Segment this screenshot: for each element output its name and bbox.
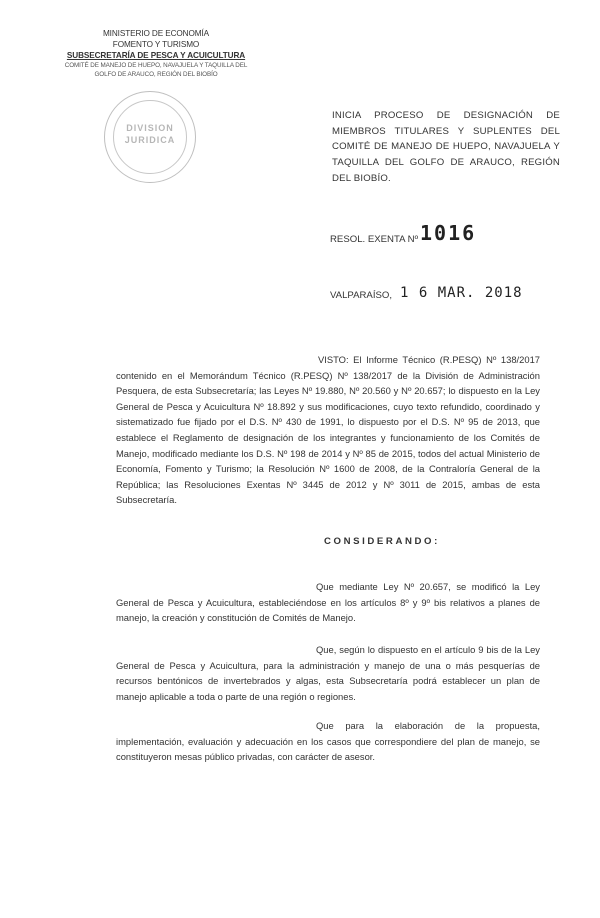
subsecretaria-name: SUBSECRETARÍA DE PESCA Y ACUICULTURA — [66, 51, 246, 60]
date-stamp: 1 6 MAR. 2018 — [400, 285, 523, 301]
document-title: INICIA PROCESO DE DESIGNACIÓN DE MIEMBROS TITULARES Y SUPLENTES DEL COMITÉ DE MANEJO DE HUEPO, NAVAJUELA Y TAQUILLA DEL GOLFO DE ARAUCO, REGIÓN DEL BIOBÍO. — [332, 110, 560, 184]
ministry-name: MINISTERIO DE ECONOMÍA — [102, 29, 210, 38]
division-juridica-stamp — [104, 91, 196, 183]
committee-line: COMITÉ DE MANEJO DE HUEPO, NAVAJUELA Y TAQUILLA DEL — [64, 62, 248, 69]
letterhead — [56, 28, 256, 79]
considerando-paragraph-1: Que mediante Ley Nº 20.657, se modificó la Ley General de Pesca y Acuicultura, estableciéndose en los artículos 8º y 9º bis relativos a planes de manejo, la creación y constitución de Comités de Manejo. — [116, 581, 540, 624]
stamp-line2: JURIDICA — [124, 135, 176, 145]
considerando-heading: CONSIDERANDO: — [324, 536, 440, 547]
considerando-paragraph-3: Que para la elaboración de la propuesta, implementación, evaluación y adecuación en los casos que correspondiere del plan de manejo, se constituyeron mesas público privadas, con carácter de asesor. — [116, 720, 540, 763]
resolution-label: RESOL. EXENTA Nº — [330, 234, 419, 245]
ministry-subname: FOMENTO Y TURISMO — [112, 40, 200, 49]
visto-paragraph: VISTO: El Informe Técnico (R.PESQ) Nº 138/2017 contenido en el Memorándum Técnico (R.PESQ) Nº 138/2017 de la División de Administración Pesquera, de esta Subsecretaría; las Leyes Nº 19.880, Nº 20.560 y Nº 20.657; lo dispuesto en la Ley General de Pesca y Acuicultura Nº 18.892 y sus modificaciones, cuyo texto refundido, coordinado y sistematizado fue fijado por el D.S. Nº 430 de 1991, lo dispuesto por el D.S. Nº 95 de 2013, que establece el Reglamento de designación de los integrantes y funcionamiento de los Comités de Manejo, modificado mediante los D.S. Nº 198 de 2014 y Nº 85 de 2015, todos del actual Ministerio de Economía, Fomento y Turismo; la Resolución Nº 1600 de 2008, de la Contraloría General de la República; las Resoluciones Exentas Nº 3445 de 2012 y Nº 3011 de 2015, ambas de esta Subsecretaría. — [116, 354, 540, 506]
place-label: VALPARAÍSO, — [330, 290, 393, 301]
region-line: GOLFO DE ARAUCO, REGIÓN DEL BIOBÍO — [94, 71, 218, 78]
considerando-paragraph-2: Que, según lo dispuesto en el artículo 9 bis de la Ley General de Pesca y Acuicultura, para la administración y manejo de una o más pesquerías de recursos bentónicos de invertebrados y algas, esta Subsecretaría podrá establecer un plan de manejo aplicable a toda o parte de una región o regiones. — [116, 644, 540, 702]
stamp-line1: DIVISION — [126, 123, 174, 133]
resolution-number: 1016 — [420, 221, 477, 245]
